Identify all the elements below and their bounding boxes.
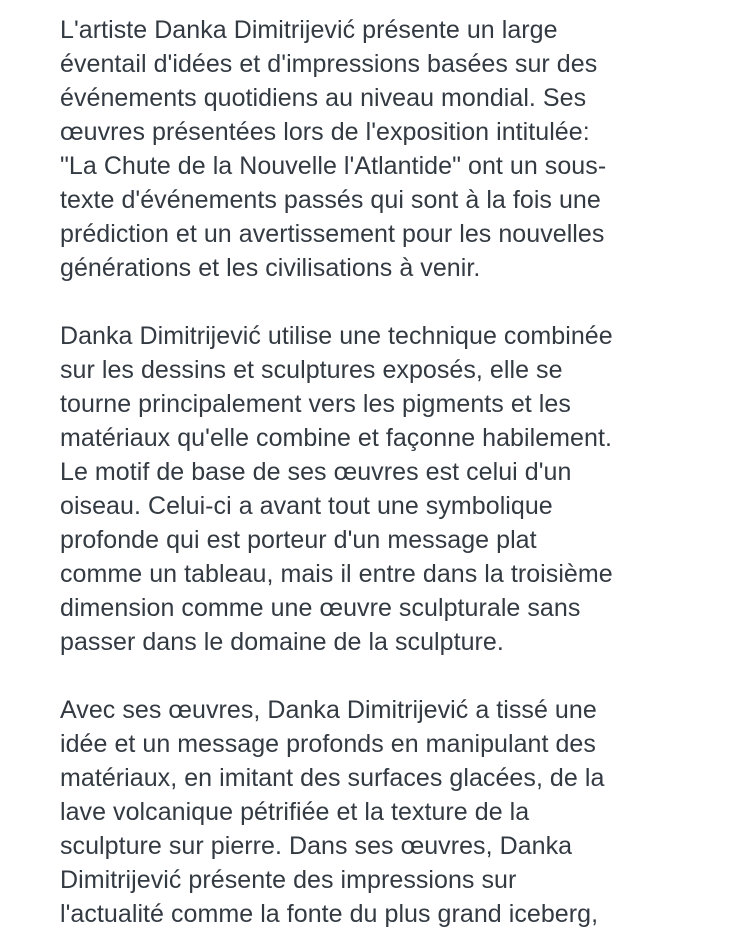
article-paragraph-1 bbox=[60, 13, 713, 285]
text-line: Danka Dimitrijević utilise une technique combinée bbox=[60, 322, 613, 350]
text-line: Le motif de base de ses œuvres est celui d'un bbox=[60, 458, 572, 486]
text-line: Avec ses œuvres, Danka Dimitrijević a tissé une bbox=[60, 696, 597, 724]
text-line: passer dans le domaine de la sculpture. bbox=[60, 628, 504, 656]
text-line: comme un tableau, mais il entre dans la troisième bbox=[60, 560, 613, 588]
text-line: L'artiste Danka Dimitrijević présente un large bbox=[60, 16, 558, 44]
text-line: sculpture sur pierre. Dans ses œuvres, Danka bbox=[60, 832, 573, 860]
text-line: idée et un message profonds en manipulant des bbox=[60, 730, 596, 758]
article-paragraph-2 bbox=[60, 319, 713, 659]
text-line: oiseau. Celui-ci a avant tout une symbolique bbox=[60, 492, 553, 520]
text-line: œuvres présentées lors de l'exposition intitulée: bbox=[60, 118, 590, 146]
text-line: éventail d'idées et d'impressions basées sur des bbox=[60, 50, 598, 78]
text-line: tourne principalement vers les pigments et les bbox=[60, 390, 571, 418]
text-line: matériaux, en imitant des surfaces glacées, de la bbox=[60, 764, 605, 792]
text-line: "La Chute de la Nouvelle l'Atlantide" ont un sous- bbox=[60, 152, 607, 180]
text-line: lave volcanique pétrifiée et la texture de la bbox=[60, 798, 530, 826]
text-line: sur les dessins et sculptures exposés, elle se bbox=[60, 356, 563, 384]
article-paragraph-3 bbox=[60, 693, 713, 931]
text-line: générations et les civilisations à venir. bbox=[60, 254, 481, 282]
text-line: profonde qui est porteur d'un message plat bbox=[60, 526, 537, 554]
text-line: dimension comme une œuvre sculpturale sans bbox=[60, 594, 581, 622]
text-line: prédiction et un avertissement pour les nouvelles bbox=[60, 220, 605, 248]
text-line: matériaux qu'elle combine et façonne habilement. bbox=[60, 424, 612, 452]
text-line: Dimitrijević présente des impressions sur bbox=[60, 866, 517, 894]
text-line: texte d'événements passés qui sont à la fois une bbox=[60, 186, 601, 214]
text-line: l'actualité comme la fonte du plus grand iceberg, bbox=[60, 900, 599, 928]
text-line: événements quotidiens au niveau mondial. Ses bbox=[60, 84, 587, 112]
